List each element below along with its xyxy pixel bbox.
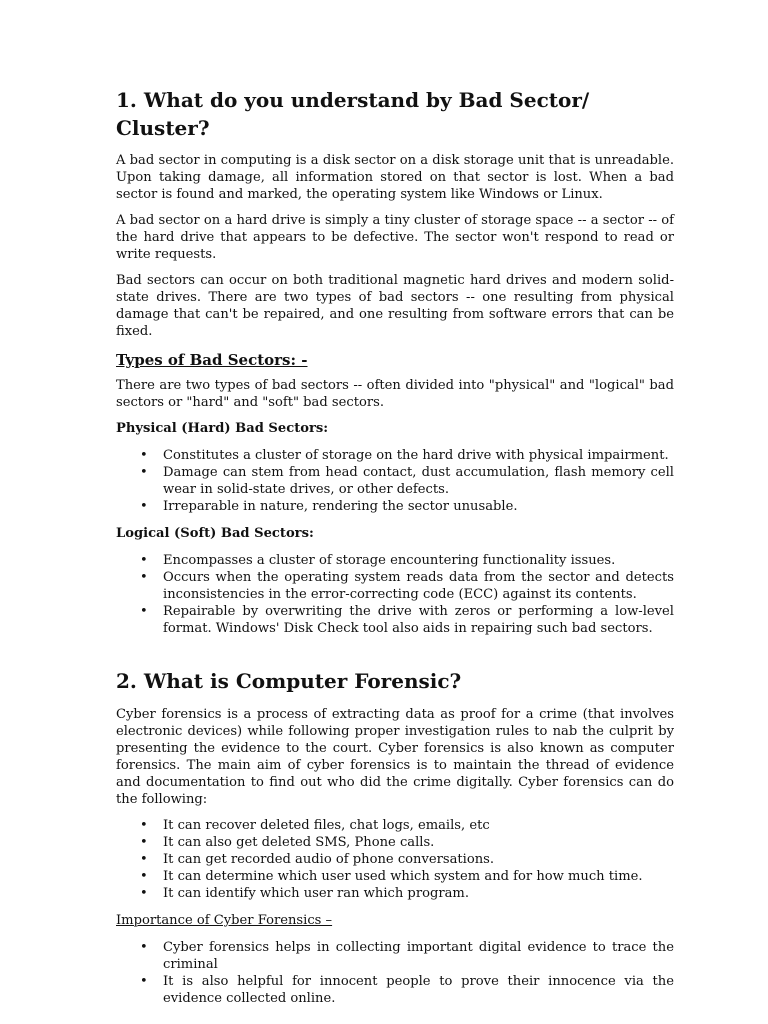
bullet-icon: • [140,940,148,955]
document-body [116,86,674,1017]
bullet-icon: • [140,818,148,833]
bullet-icon: • [140,886,148,901]
bullet-icon: • [140,974,148,989]
list-item: • It can get recorded audio of phone conversations. [140,852,495,867]
list-item: • Constitutes a cluster of storage on the hard drive with physical impairment. [140,448,669,463]
list-item: • Irreparable in nature, rendering the sector unusable. [140,499,518,514]
paragraph: A bad sector in computing is a disk sector on a disk storage unit that is unreadable. Upon taking damage, all information stored on that sector is lost. When a bad sector is found and marked, the operating system like Windows or Linux. [116,153,674,202]
logical-list [116,552,674,637]
list-item: • Damage can stem from head contact, dust accumulation, flash memory cell wear in solid-state drives, or other defects. [140,465,674,497]
physical-list [116,447,674,515]
paragraph: Bad sectors can occur on both traditional magnetic hard drives and modern solid-state drives. There are two types of bad sectors -- one resulting from physical damage that can't be repaired, and one resulting from software errors that can be fixed. [116,273,674,339]
bullet-icon: • [140,465,148,480]
logical-heading: Logical (Soft) Bad Sectors: [116,526,314,541]
list-item: • Cyber forensics helps in collecting important digital evidence to trace the criminal [140,940,674,972]
section-1-heading: 1. What do you understand by Bad Sector/ Cluster? [116,88,590,140]
list-item: • It can identify which user ran which program. [140,886,469,901]
importance-list [116,939,674,1007]
types-heading: Types of Bad Sectors: - [116,351,308,369]
bullet-icon: • [140,604,148,619]
list-item: • It is also helpful for innocent people to prove their innocence via the evidence collected online. [140,974,674,1006]
bullet-icon: • [140,852,148,867]
paragraph: There are two types of bad sectors -- often divided into "physical" and "logical" bad sectors or "hard" and "soft" bad sectors. [116,378,674,410]
importance-heading: Importance of Cyber Forensics – [116,913,333,928]
list-item: • It can determine which user used which system and for how much time. [140,869,643,884]
bullet-icon: • [140,869,148,884]
list-item: • Occurs when the operating system reads data from the sector and detects inconsistencies in the error-correcting code (ECC) against its contents. [140,570,674,602]
list-item: • Repairable by overwriting the drive with zeros or performing a low-level format. Windows' Disk Check tool also aids in repairing such bad sectors. [140,604,674,636]
section-2-heading: 2. What is Computer Forensic? [116,669,462,693]
bullet-icon: • [140,570,148,585]
bullet-icon: • [140,553,148,568]
list-item: • It can also get deleted SMS, Phone calls. [140,835,435,850]
physical-heading: Physical (Hard) Bad Sectors: [116,421,329,436]
list-item: • Encompasses a cluster of storage encountering functionality issues. [140,553,616,568]
bullet-icon: • [140,448,148,463]
bullet-icon: • [140,835,148,850]
bullet-icon: • [140,499,148,514]
list-item: • It can recover deleted files, chat logs, emails, etc [140,818,490,833]
paragraph: Cyber forensics is a process of extracting data as proof for a crime (that involves electronic devices) while following proper investigation rules to nab the culprit by presenting the evidence to the court. Cyber forensics is also known as computer forensics. The main aim of cyber forensics is to maintain the thread of evidence and documentation to find out who did the crime digitally. Cyber forensics can do the following: [116,707,674,807]
paragraph: A bad sector on a hard drive is simply a tiny cluster of storage space -- a sector -- of the hard drive that appears to be defective. The sector won't respond to read or write requests. [116,213,674,262]
forensics-capabilities-list [116,817,674,902]
